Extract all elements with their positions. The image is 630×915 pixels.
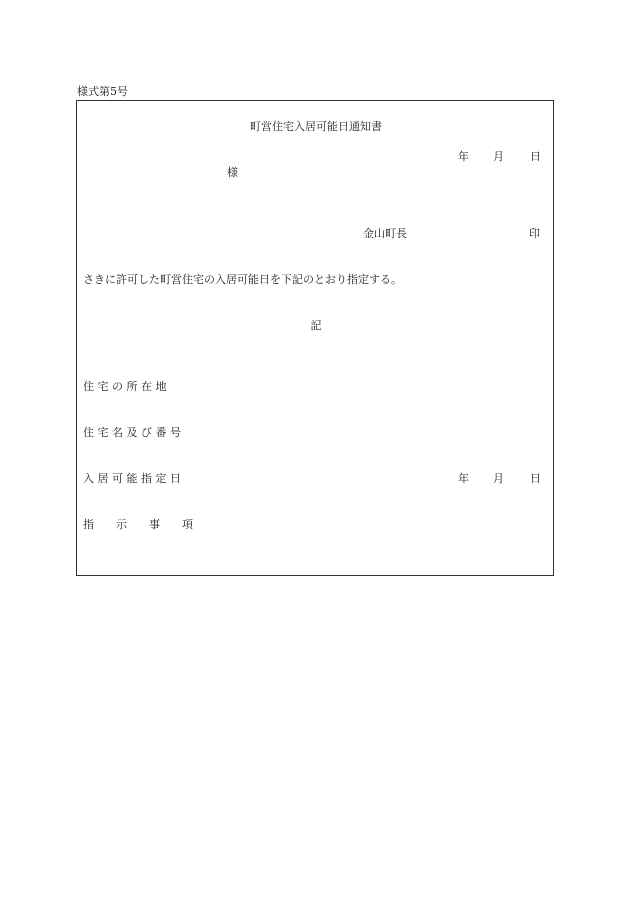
date-year-label: 年 [458,150,469,163]
item-address-label: 住 宅 の 所 在 地 [83,380,167,393]
item-instructions-label: 指 示 事 項 [83,518,193,531]
form-number: 様式第5号 [77,85,128,98]
issuer-name: 金山町長 [363,227,407,240]
move-in-day-label: 日 [530,472,541,485]
document-title: 町営住宅入居可能日通知書 [250,120,382,133]
seal-label: 印 [529,227,540,240]
item-move-in-date-label: 入 居 可 能 指 定 日 [83,472,181,485]
move-in-year-label: 年 [458,472,469,485]
item-house-name-label: 住 宅 名 及 び 番 号 [83,426,181,439]
ki-heading: 記 [310,319,322,332]
move-in-month-label: 月 [493,472,504,485]
notice-frame [76,100,554,576]
date-day-label: 日 [530,150,541,163]
date-month-label: 月 [493,150,504,163]
body-text: さきに許可した町営住宅の入居可能日を下記のとおり指定する。 [83,273,402,286]
addressee-suffix: 様 [227,166,238,179]
